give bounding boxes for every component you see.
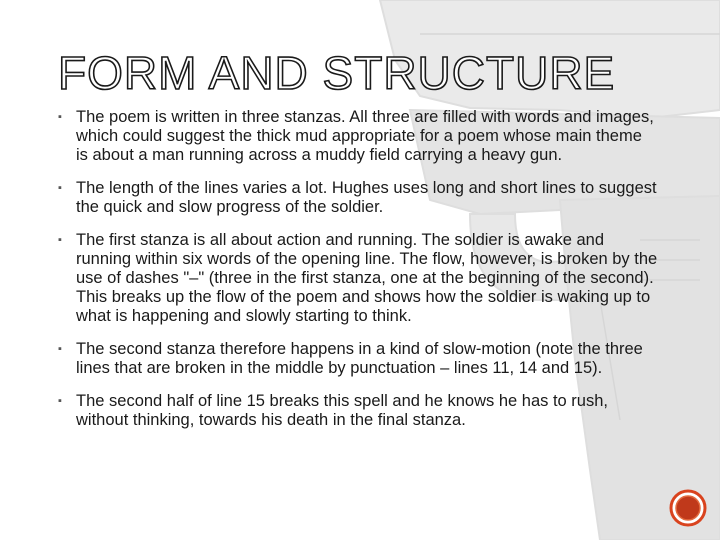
slide-nav-button[interactable] — [669, 489, 707, 527]
square-bullet-icon: ▪ — [58, 343, 62, 355]
slide-title: FORM AND STRUCTURE — [58, 47, 616, 99]
square-bullet-icon: ▪ — [58, 234, 62, 246]
bullet-text: The second stanza therefore happens in a kind of slow-motion (note the three lines that are broken in the middle by punctuation – lines 11, 14 and 15). — [76, 340, 643, 377]
square-bullet-icon: ▪ — [58, 111, 62, 123]
bullet-list — [58, 108, 658, 444]
square-bullet-icon: ▪ — [58, 182, 62, 194]
bullet-item — [58, 231, 658, 326]
bullet-item — [58, 179, 658, 217]
bullet-item — [58, 340, 658, 378]
bullet-text: The first stanza is all about action and running. The soldier is awake and running within six words of the opening line. The flow, however, is broken by the use of dashes "–" (three in the first stanza, one at the beginning of the second). This breaks up the flow of the poem and shows how the soldier is waking up to what is happening and slowly starting to think. — [76, 231, 658, 325]
square-bullet-icon: ▪ — [58, 395, 62, 407]
bullet-item — [58, 392, 658, 430]
circle-button-icon — [671, 491, 705, 525]
bullet-text: The length of the lines varies a lot. Hughes uses long and short lines to suggest the quick and slow progress of the soldier. — [76, 179, 657, 216]
bullet-text: The second half of line 15 breaks this spell and he knows he has to rush, without thinking, towards his death in the final stanza. — [76, 392, 608, 429]
bullet-text: The poem is written in three stanzas. All three are filled with words and images, which could suggest the thick mud appropriate for a poem whose main theme is about a man running across a muddy field carrying a heavy gun. — [76, 108, 654, 164]
bullet-item — [58, 108, 658, 165]
